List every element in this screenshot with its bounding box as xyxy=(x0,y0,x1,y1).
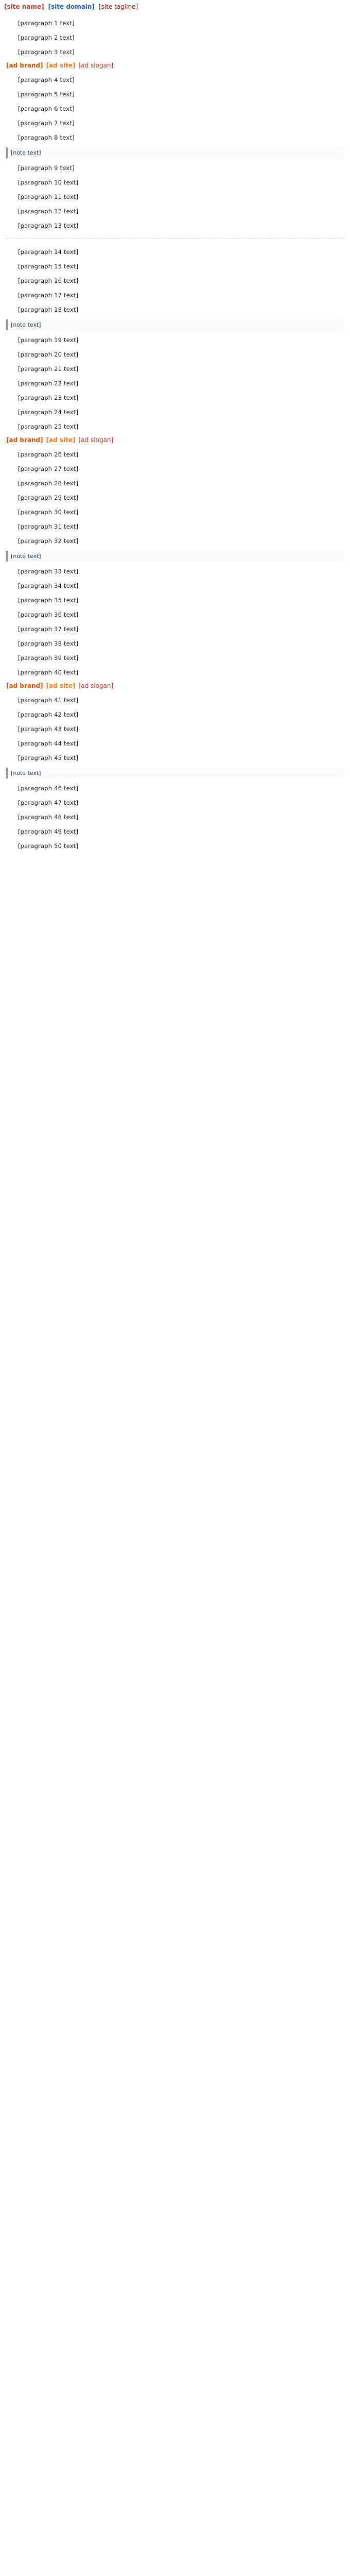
paragraph: [paragraph 44 text] xyxy=(18,740,79,747)
paragraph: [paragraph 43 text] xyxy=(18,725,79,733)
site-domain[interactable]: [site domain] xyxy=(48,3,95,10)
paragraph: [paragraph 41 text] xyxy=(18,697,79,704)
note: [note text] xyxy=(6,319,344,330)
paragraph: [paragraph 21 text] xyxy=(18,365,79,372)
paragraph: [paragraph 9 text] xyxy=(18,164,75,172)
paragraph: [paragraph 45 text] xyxy=(18,754,79,761)
paragraph: [paragraph 26 text] xyxy=(18,451,79,458)
paragraph: [paragraph 10 text] xyxy=(18,179,79,186)
paragraph: [paragraph 25 text] xyxy=(18,423,79,430)
paragraph: [paragraph 49 text] xyxy=(18,828,79,835)
ad-site[interactable]: [ad site] xyxy=(46,436,76,444)
paragraph: [paragraph 6 text] xyxy=(18,105,75,112)
paragraph: [paragraph 35 text] xyxy=(18,597,79,604)
article-content xyxy=(6,19,344,2576)
ad-slogan: [ad slogan] xyxy=(78,436,114,444)
paragraph: [paragraph 7 text] xyxy=(18,120,75,127)
site-brand[interactable]: [site name] xyxy=(4,3,44,10)
site-tagline: [site tagline] xyxy=(98,3,138,10)
paragraph: [paragraph 50 text] xyxy=(18,842,79,850)
paragraph: [paragraph 30 text] xyxy=(18,509,79,516)
paragraph: [paragraph 40 text] xyxy=(18,669,79,676)
paragraph: [paragraph 20 text] xyxy=(18,351,79,358)
paragraph: [paragraph 48 text] xyxy=(18,814,79,821)
ad-slogan: [ad slogan] xyxy=(78,682,114,689)
paragraph: [paragraph 1 text] xyxy=(18,20,75,27)
paragraph: [paragraph 42 text] xyxy=(18,711,79,718)
paragraph: [paragraph 37 text] xyxy=(18,625,79,633)
paragraph: [paragraph 12 text] xyxy=(18,208,79,215)
paragraph: [paragraph 36 text] xyxy=(18,611,79,618)
paragraph: [paragraph 46 text] xyxy=(18,785,79,792)
ad-site[interactable]: [ad site] xyxy=(46,62,76,69)
paragraph: [paragraph 32 text] xyxy=(18,537,79,545)
paragraph: [paragraph 34 text] xyxy=(18,582,79,589)
paragraph: [paragraph 31 text] xyxy=(18,523,79,530)
note: [note text] xyxy=(6,768,344,778)
paragraph: [paragraph 22 text] xyxy=(18,380,79,387)
paragraph: [paragraph 39 text] xyxy=(18,654,79,662)
paragraph: [paragraph 17 text] xyxy=(18,292,79,299)
ad-slogan: [ad slogan] xyxy=(78,62,114,69)
ad-brand[interactable]: [ad brand] xyxy=(6,682,43,689)
note: [note text] xyxy=(6,551,344,562)
paragraph: [paragraph 47 text] xyxy=(18,799,79,806)
paragraph: [paragraph 3 text] xyxy=(18,48,75,56)
paragraph: [paragraph 15 text] xyxy=(18,263,79,270)
paragraph: [paragraph 33 text] xyxy=(18,568,79,575)
paragraph: [paragraph 13 text] xyxy=(18,222,79,229)
paragraph: [paragraph 5 text] xyxy=(18,91,75,98)
ad-site[interactable]: [ad site] xyxy=(46,682,76,689)
paragraph: [paragraph 4 text] xyxy=(18,76,75,83)
ad-banner[interactable] xyxy=(6,62,344,69)
paragraph: [paragraph 2 text] xyxy=(18,34,75,41)
paragraph: [paragraph 16 text] xyxy=(18,277,79,284)
site-header xyxy=(0,0,350,13)
paragraph: [paragraph 28 text] xyxy=(18,480,79,487)
paragraph: [paragraph 27 text] xyxy=(18,465,79,472)
paragraph: [paragraph 23 text] xyxy=(18,394,79,401)
paragraph: [paragraph 24 text] xyxy=(18,409,79,416)
ad-brand[interactable]: [ad brand] xyxy=(6,62,43,69)
ad-brand[interactable]: [ad brand] xyxy=(6,436,43,444)
ad-banner[interactable] xyxy=(6,436,344,444)
paragraph: [paragraph 11 text] xyxy=(18,193,79,200)
paragraph: [paragraph 19 text] xyxy=(18,336,79,344)
ad-banner[interactable] xyxy=(6,682,344,689)
paragraph: [paragraph 29 text] xyxy=(18,494,79,501)
paragraph: [paragraph 38 text] xyxy=(18,640,79,647)
paragraph: [paragraph 14 text] xyxy=(18,248,79,256)
paragraph: [paragraph 8 text] xyxy=(18,134,75,141)
note: [note text] xyxy=(6,147,344,158)
paragraph: [paragraph 18 text] xyxy=(18,306,79,313)
